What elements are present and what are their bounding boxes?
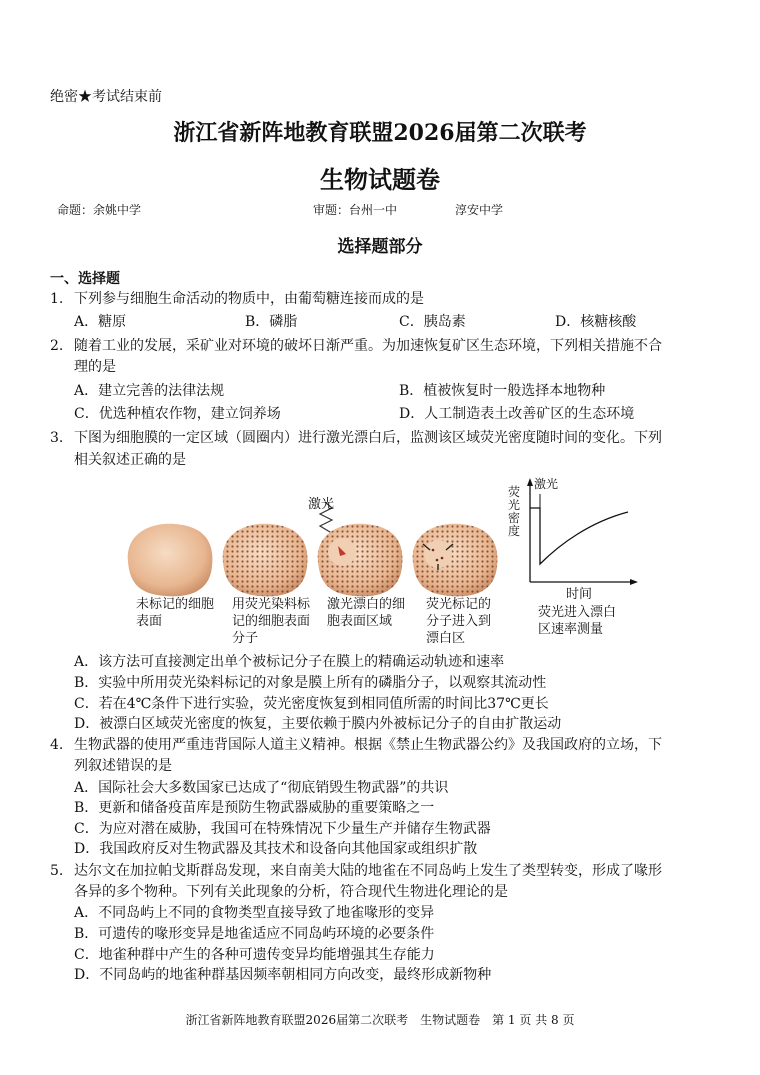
question-number: 5. [50,863,64,879]
q2-option-d: D．人工制造表土改善矿区的生态环境 [399,406,635,422]
q1-option-c: C．胰岛素 [399,314,466,330]
q5-option-b: B．可遗传的喙形变异是地雀适应不同岛屿环境的必要条件 [74,926,435,942]
q3-option-a: A．该方法可直接测定出单个被标记分子在膜上的精确运动轨迹和速率 [74,654,505,670]
reviewer: 审题：台州一中 [313,203,398,217]
proposer: 命题：余姚中学 [57,203,142,217]
question-2-stem [50,336,662,356]
fluorescence-graph [527,478,638,585]
q3-option-d: D．被漂白区域荧光密度的恢复，主要依赖于膜内外被标记分子的自由扩散运动 [74,716,562,732]
question-number: 2. [50,338,64,354]
q3-option-b: B．实验中所用荧光染料标记的对象是膜上所有的磷脂分子，以观察其流动性 [74,675,547,691]
question-text: 下图为细胞膜的一定区域（圆圈内）进行激光漂白后，监测该区域荧光密度随时间的变化。下列 [74,430,662,446]
caption-measure: 荧光进入漂白区速率测量 [538,605,617,637]
question-1-stem [50,289,424,309]
graph-y-label: 荧光密度 [508,485,521,538]
graph-laser-label: 激光 [534,477,559,491]
unlabeled-cell [128,524,213,597]
q2-option-b: B．植被恢复时一般选择本地物种 [399,383,606,399]
caption-unlabeled: 未标记的细胞表面 [136,597,215,629]
labeled-cell [223,524,308,597]
footer-page: 第 1 页 共 8 页 [492,1013,575,1027]
laser-label: 激光 [308,497,335,512]
question-number: 3. [50,430,64,446]
question-5-stem-cont: 各异的多个物种。下列有关此现象的分析，符合现代生物进化理论的是 [74,884,508,900]
question-3-stem [50,428,662,448]
q4-option-a: A．国际社会大多数国家已达成了“彻底销毁生物武器”的共识 [74,780,449,796]
q1-option-b: B．磷脂 [245,314,298,330]
q4-option-d: D．我国政府反对生物武器及其技术和设备向其他国家或组织扩散 [74,841,478,857]
q2-option-c: C．优选种植农作物，建立饲养场 [74,406,281,422]
question-text: 生物武器的使用严重违背国际人道主义精神。根据《禁止生物武器公约》及我国政府的立场，下 [74,737,662,753]
caption-bleached: 激光漂白的细胞表面区域 [327,597,406,629]
q3-option-c: C．若在4℃条件下进行实验，荧光密度恢复到相同值所需的时间比37℃更长 [74,696,549,712]
frap-figure [120,474,640,646]
bleached-cell [318,524,403,597]
section-title: 选择题部分 [337,237,423,257]
footer-exam: 浙江省新阵地教育联盟2026届第二次联考 [185,1013,409,1027]
caption-recovering: 荧光标记的分子进入到漂白区 [426,597,492,646]
q5-option-a: A．不同岛屿上不同的食物类型直接导致了地雀喙形的变异 [74,905,435,921]
reviewer-2: 淳安中学 [455,203,504,217]
question-2-stem-cont: 理的是 [74,359,116,375]
confidential-mark: 绝密★考试结束前 [50,89,162,105]
q1-option-d: D．核糖核酸 [555,314,637,330]
caption-labeled: 用荧光染料标记的细胞表面分子 [232,597,311,646]
subject-title: 生物试题卷 [320,165,440,194]
page-footer [0,1011,760,1028]
graph-x-label: 时间 [566,587,593,602]
q1-option-a: A．糖原 [74,314,127,330]
footer-subject: 生物试题卷 [420,1013,481,1027]
question-3-stem-cont: 相关叙述正确的是 [74,452,186,468]
question-4-stem [50,735,662,755]
question-4-stem-cont: 列叙述错误的是 [74,758,172,774]
exam-title: 浙江省新阵地教育联盟2026届第二次联考 [173,120,587,146]
recovering-cell [413,524,498,597]
q4-option-b: B．更新和储备疫苗库是预防生物武器威胁的重要策略之一 [74,800,435,816]
question-text: 达尔文在加拉帕戈斯群岛发现，来自南美大陆的地雀在不同岛屿上发生了类型转变，形成了喙形 [74,863,662,879]
question-text: 随着工业的发展，采矿业对环境的破坏日渐严重。为加速恢复矿区生态环境，下列相关措施不合 [74,338,662,354]
question-text: 下列参与细胞生命活动的物质中，由葡萄糖连接而成的是 [74,291,424,307]
q5-option-d: D．不同岛屿的地雀种群基因频率朝相同方向改变，最终形成新物种 [74,967,492,983]
part-heading: 一、选择题 [50,271,120,287]
question-5-stem [50,861,662,881]
question-number: 1. [50,291,64,307]
q5-option-c: C．地雀种群中产生的各种可遗传变异均能增强其生存能力 [74,947,435,963]
q2-option-a: A．建立完善的法律法规 [74,383,225,399]
question-number: 4. [50,737,64,753]
q4-option-c: C．为应对潜在威胁，我国可在特殊情况下少量生产并储存生物武器 [74,821,491,837]
